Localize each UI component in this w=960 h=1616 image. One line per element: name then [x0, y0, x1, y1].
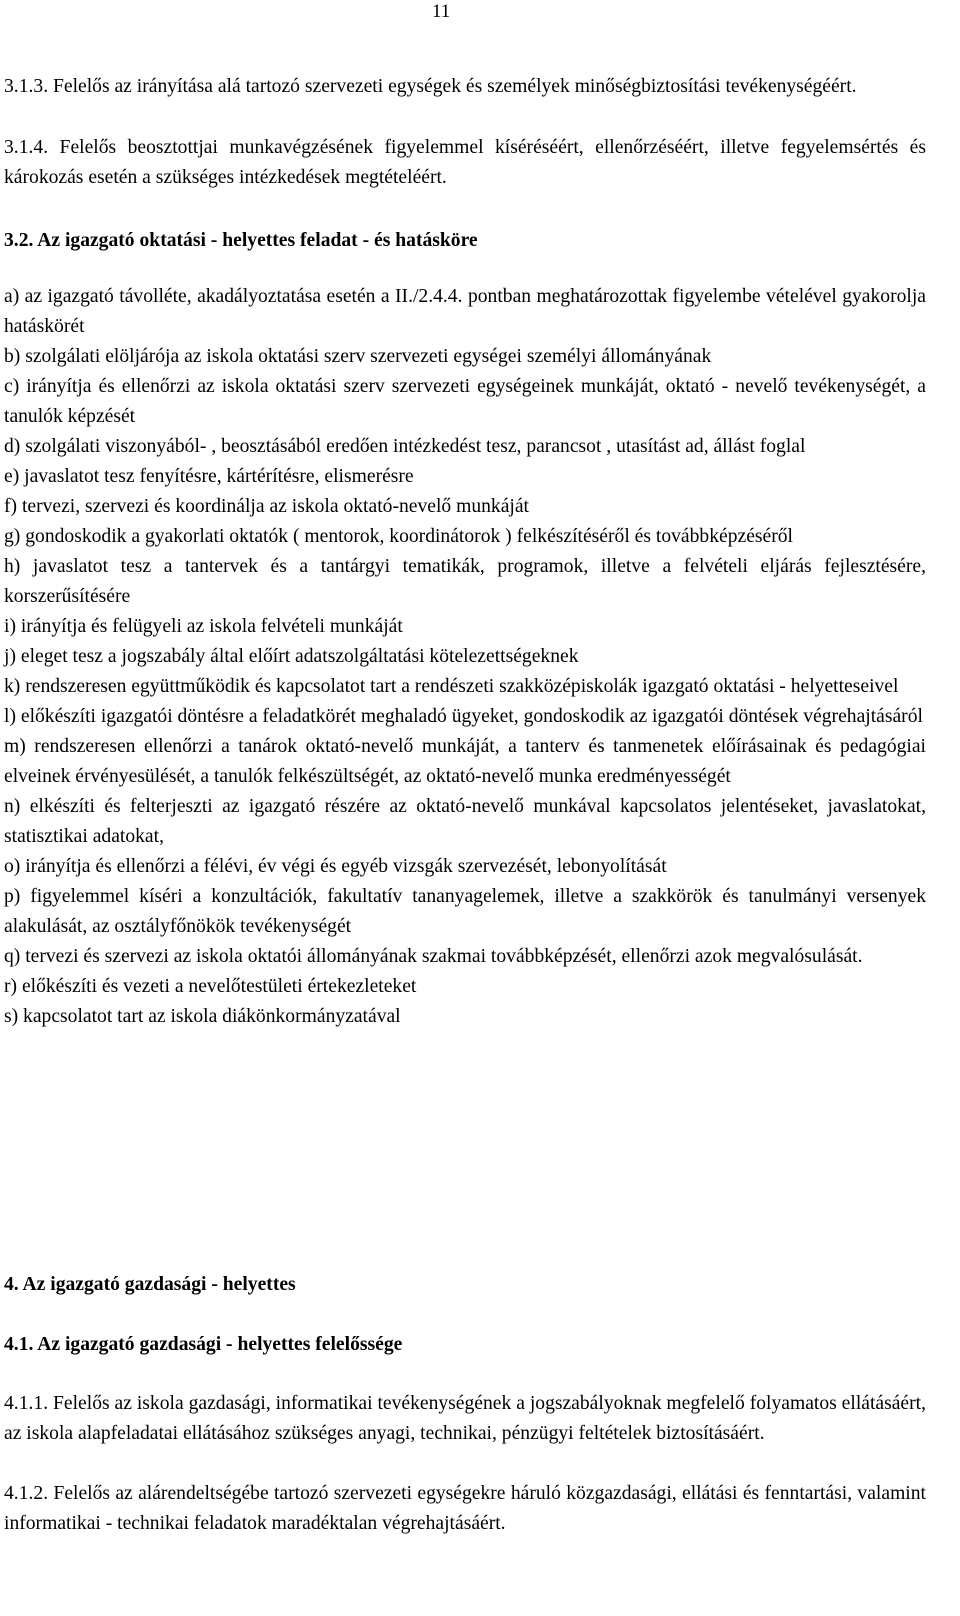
list-item-j: j) eleget tesz a jogszabály által előírt adatszolgáltatási kötelezettségeknek	[4, 646, 579, 667]
duties-list	[4, 282, 926, 1032]
heading-4-1: 4.1. Az igazgató gazdasági - helyettes felelőssége	[4, 1334, 403, 1355]
list-item-s: s) kapcsolatot tart az iskola diákönkormányzatával	[4, 1006, 401, 1027]
list-item-i: i) irányítja és felügyeli az iskola felvételi munkáját	[4, 616, 403, 637]
section-4-1-1: 4.1.1. Felelős az iskola gazdasági, informatikai tevékenységének a jogszabályoknak megfelelő folyamatos ellátásáért, az iskola alapfeladatai ellátásához szükséges anyagi, technikai, pénzügyi feltételek biztosításáért.	[4, 1393, 926, 1444]
section-3-1-4: 3.1.4. Felelős beosztottjai munkavégzésének figyelemmel kíséréséért, ellenőrzéséért, illetve fegyelemsértés és károkozás esetén a szükséges intézkedések megtételéért.	[4, 137, 926, 188]
list-item-l: l) előkészíti igazgatói döntésre a feladatkörét meghaladó ügyeket, gondoskodik az igazgatói döntések végrehajtásáról	[4, 706, 923, 727]
list-item-e: e) javaslatot tesz fenyítésre, kártérítésre, elismerésre	[4, 466, 414, 487]
heading-3-2: 3.2. Az igazgató oktatási - helyettes feladat - és hatásköre	[4, 230, 478, 251]
list-item-d: d) szolgálati viszonyából- , beosztásából eredően intézkedést tesz, parancsot , utasítást ad, állást foglal	[4, 436, 806, 457]
list-item-k: k) rendszeresen együttműködik és kapcsolatot tart a rendészeti szakközépiskolák igazgató oktatási - helyetteseivel	[4, 676, 899, 697]
list-item-p: p) figyelemmel kíséri a konzultációk, fakultatív tananyagelemek, illetve a szakkörök és tanulmányi versenyek alakulását, az osztályfőnökök tevékenységét	[4, 886, 926, 937]
list-item-c: c) irányítja és ellenőrzi az iskola oktatási szerv szervezeti egységeinek munkáját, oktató - nevelő tevékenységét, a tanulók képzését	[4, 376, 926, 427]
page-number: 11	[432, 1, 451, 22]
list-item-r: r) előkészíti és vezeti a nevelőtestületi értekezleteket	[4, 976, 417, 997]
list-item-n: n) elkészíti és felterjeszti az igazgató részére az oktató-nevelő munkával kapcsolatos jelentéseket, javaslatokat, statisztikai adatokat,	[4, 796, 926, 847]
list-item-a: a) az igazgató távolléte, akadályoztatása esetén a II./2.4.4. pontban meghatározottak figyelembe vételével gyakorolja hatáskörét	[4, 286, 926, 337]
list-item-f: f) tervezi, szervezi és koordinálja az iskola oktató-nevelő munkáját	[4, 496, 530, 517]
list-item-m: m) rendszeresen ellenőrzi a tanárok oktató-nevelő munkáját, a tanterv és tanmenetek előírásainak és pedagógiai elveinek érvényesülését, a tanulók felkészültségét, az oktató-nevelő munka eredményességét	[4, 736, 926, 787]
section-3-1-3: 3.1.3. Felelős az irányítása alá tartozó szervezeti egységek és személyek minőségbiztosítási tevékenységéért.	[4, 76, 857, 97]
list-item-g: g) gondoskodik a gyakorlati oktatók ( mentorok, koordinátorok ) felkészítéséről és továbbképzéséről	[4, 526, 793, 547]
list-item-b: b) szolgálati elöljárója az iskola oktatási szerv szervezeti egységei személyi állományának	[4, 346, 712, 367]
list-item-h: h) javaslatot tesz a tantervek és a tantárgyi tematikák, programok, illetve a felvételi eljárás fejlesztésére, korszerűsítésére	[4, 556, 926, 607]
list-item-o: o) irányítja és ellenőrzi a félévi, év végi és egyéb vizsgák szervezését, lebonyolítását	[4, 856, 667, 877]
list-item-q: q) tervezi és szervezi az iskola oktatói állományának szakmai továbbképzését, ellenőrzi azok megvalósulását.	[4, 946, 863, 967]
section-4-1-2: 4.1.2. Felelős az alárendeltségébe tartozó szervezeti egységekre háruló közgazdasági, ellátási és fenntartási, valamint informatikai - technikai feladatok maradéktalan végrehajtásáért.	[4, 1483, 926, 1534]
heading-4: 4. Az igazgató gazdasági - helyettes	[4, 1274, 296, 1295]
